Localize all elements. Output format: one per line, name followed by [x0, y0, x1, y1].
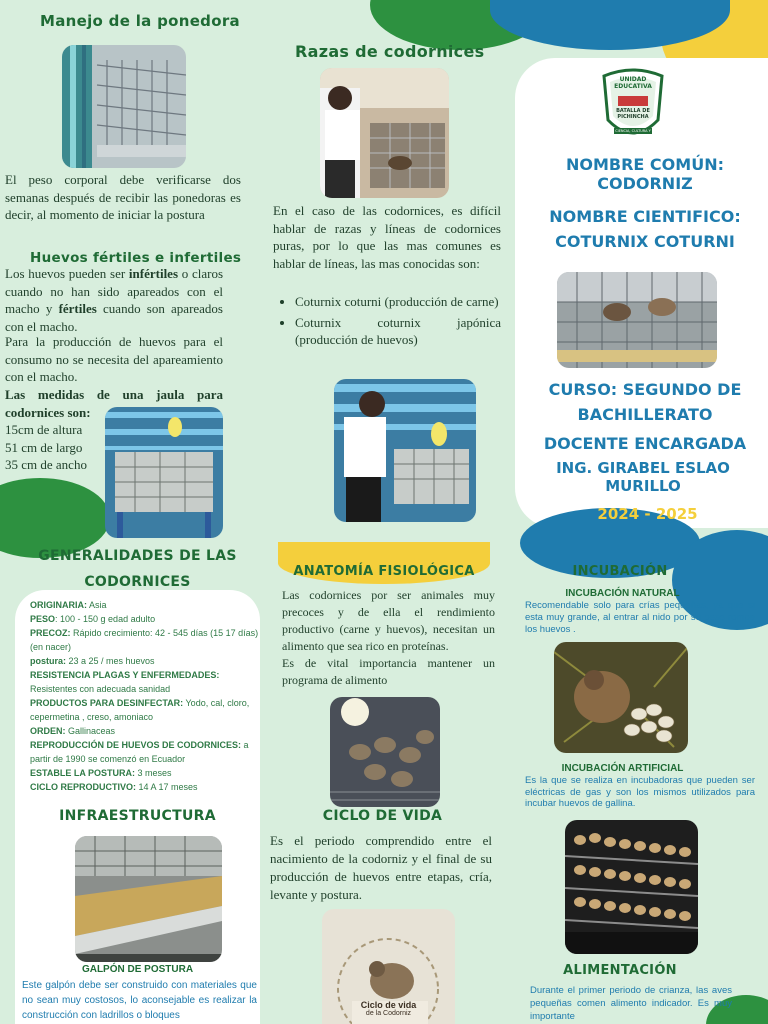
alimentacion-title: ALIMENTACIÓN [563, 963, 677, 978]
boy-cage-photo-1 [320, 68, 449, 198]
gen-row-precoz: PRECOZ: Rápido crecimiento: 42 - 545 días (15 17 días) (en nacer) [30, 628, 259, 652]
poster-label-2: de la Codorniz [365, 1010, 412, 1017]
anatomia-text-1: Las codornices por ser animales muy precoces y de ella el rendimiento productivo (carne y huevos), necesitan un alimento que sea rico en proteínas. [282, 588, 495, 653]
generalidades-title-2: CODORNICES [84, 574, 191, 590]
gen-row-resistencia: RESISTENCIA PLAGAS Y ENFERMEDADES: [30, 670, 220, 680]
ciclo-poster [322, 909, 455, 1024]
docente-line-1: DOCENTE ENCARGADA [543, 434, 747, 453]
razas-list [273, 293, 501, 349]
cage-photo-1 [62, 45, 186, 168]
curso-line-1: CURSO: SEGUNDO DE [548, 380, 742, 399]
nombre-cientifico-1: NOMBRE CIENTIFICO: [549, 207, 741, 226]
logo-top-text: UNIDAD EDUCATIVA [614, 76, 652, 90]
nombre-cientifico-2: COTURNIX COTURNI [555, 232, 735, 251]
galpon-title: GALPÓN DE POSTURA [81, 964, 194, 975]
nest-eggs-photo [554, 642, 688, 753]
ciclo-text: Es el periodo comprendido entre el nacimiento de la codorniz y el final de su producción de huevos entre etapas, cría, levante y postura. [270, 833, 492, 902]
raza-item-1: • Coturnix coturni (producción de carne) [295, 293, 501, 311]
medida-altura: 15cm de altura [5, 422, 83, 437]
gen-row-orden: ORDEN: Gallinaceas [30, 726, 116, 736]
gen-row-originaria: ORIGINARIA: Asia [30, 600, 107, 610]
cage-photo-2 [105, 407, 223, 538]
medidas-title: Las medidas de una jaula para codornices son: [5, 387, 223, 420]
huevos-text-2: Para la producción de huevos para el consumo no se necesita del apareamiento con el macho. [5, 334, 223, 384]
gen-row-establece: ESTABLE LA POSTURA: 3 meses [30, 768, 172, 778]
nombre-comun: NOMBRE COMÚN: CODORNIZ [566, 155, 724, 193]
anatomia-text-2: Es de vital importancia mantener un programa de alimento [282, 656, 495, 687]
infra-title: INFRAESTRUCTURA [59, 808, 216, 824]
huevos-title: Huevos fértiles e infertiles [30, 250, 242, 266]
huevos-text-1: Los huevos pueden ser infértiles o claros cuando no han sido apareados con el macho y fértiles cuando son apareados con el macho. [5, 266, 223, 334]
curso-line-2: BACHILLERATO [577, 405, 713, 424]
incubacion-natural-title: INCUBACIÓN NATURAL [565, 588, 680, 599]
gen-row-peso: PESO: 100 - 150 g edad adulto [30, 614, 156, 624]
anatomia-title: ANATOMÍA FISIOLÓGICA [293, 564, 475, 579]
poster-label-1: Ciclo de vida [360, 1000, 417, 1010]
incubator-photo [565, 820, 698, 954]
logo-mid-text: BATALLA DE PICHINCHA [616, 108, 650, 120]
gen-row-ciclo: CICLO REPRODUCTIVO: 14 A 17 meses [30, 782, 198, 792]
alimentacion-text: Durante el primer periodo de crianza, las aves pequeñas comen alimento indicador. Es muy importante [530, 985, 732, 1022]
gen-row-productos: PRODUCTOS PARA DESINFECTAR: Yodo, cal, cloro, cepermetina , creso, amoniaco [30, 698, 250, 722]
docente-line-2: ING. GIRABEL ESLAO MURILLO [556, 459, 730, 495]
manejo-title: Manejo de la ponedora [40, 12, 240, 30]
gen-row-reproduccion: REPRODUCCIÓN DE HUEVOS DE CODORNICES: a partir de 1990 se comenzó en Ecuador [30, 740, 249, 764]
incubacion-natural-text: Recomendable solo para crías pequeñas, ya que si esta muy grande, al entrar al nido por su peso rompe los huevos . [525, 600, 755, 635]
incubacion-title: INCUBACIÓN [572, 564, 668, 579]
razas-text: En el caso de las codornices, es difícil hablar de razas y líneas de codornices puras, por lo que las mas comunes es hablar de líneas, las mas conocidas son: [273, 203, 501, 271]
galpon-photo [75, 836, 222, 962]
raza-item-2: • Coturnix coturnix japónica (producción de huevos) [295, 314, 501, 349]
school-logo [598, 68, 668, 148]
medida-ancho: 35 cm de ancho [5, 457, 87, 472]
boy-cage-photo-2 [334, 379, 476, 522]
quail-cage-photo [557, 272, 717, 368]
logo-bottom-text: CIENCIA, CULTURA Y DEPORTE [615, 129, 651, 139]
incubacion-artificial-title: INCUBACIÓN ARTIFICIAL [561, 763, 684, 774]
chicks-photo [330, 697, 440, 807]
medida-largo: 51 cm de largo [5, 439, 83, 455]
green-blob-left [0, 478, 110, 558]
generalidades-title-1: GENERALIDADES DE LAS [38, 548, 237, 564]
galpon-text: Este galpón debe ser construido con materiales que no sean muy costosos, lo aconsejable es realizar la construcción con ladrillos o bloques [22, 980, 257, 1021]
gen-row-postura: postura: 23 a 25 / mes huevos [30, 656, 155, 666]
generalidades-list [30, 598, 268, 794]
school-year: 2024 - 2025 [597, 505, 698, 523]
razas-title: Razas de codornices [295, 42, 485, 61]
medidas-list [5, 421, 87, 474]
ciclo-title: CICLO DE VIDA [322, 808, 443, 824]
manejo-text: El peso corporal debe verificarse dos semanas después de recibir las ponedoras es decir, al momento de iniciar la postura [5, 172, 241, 222]
gen-row-resistencia-value: Resistentes con adecuada sanidad [30, 684, 171, 694]
incubacion-artificial-text: Es la que se realiza en incubadoras que pueden ser eléctricas de gas y son los mismos utilizados para incubar huevos de gallina. [525, 775, 755, 809]
